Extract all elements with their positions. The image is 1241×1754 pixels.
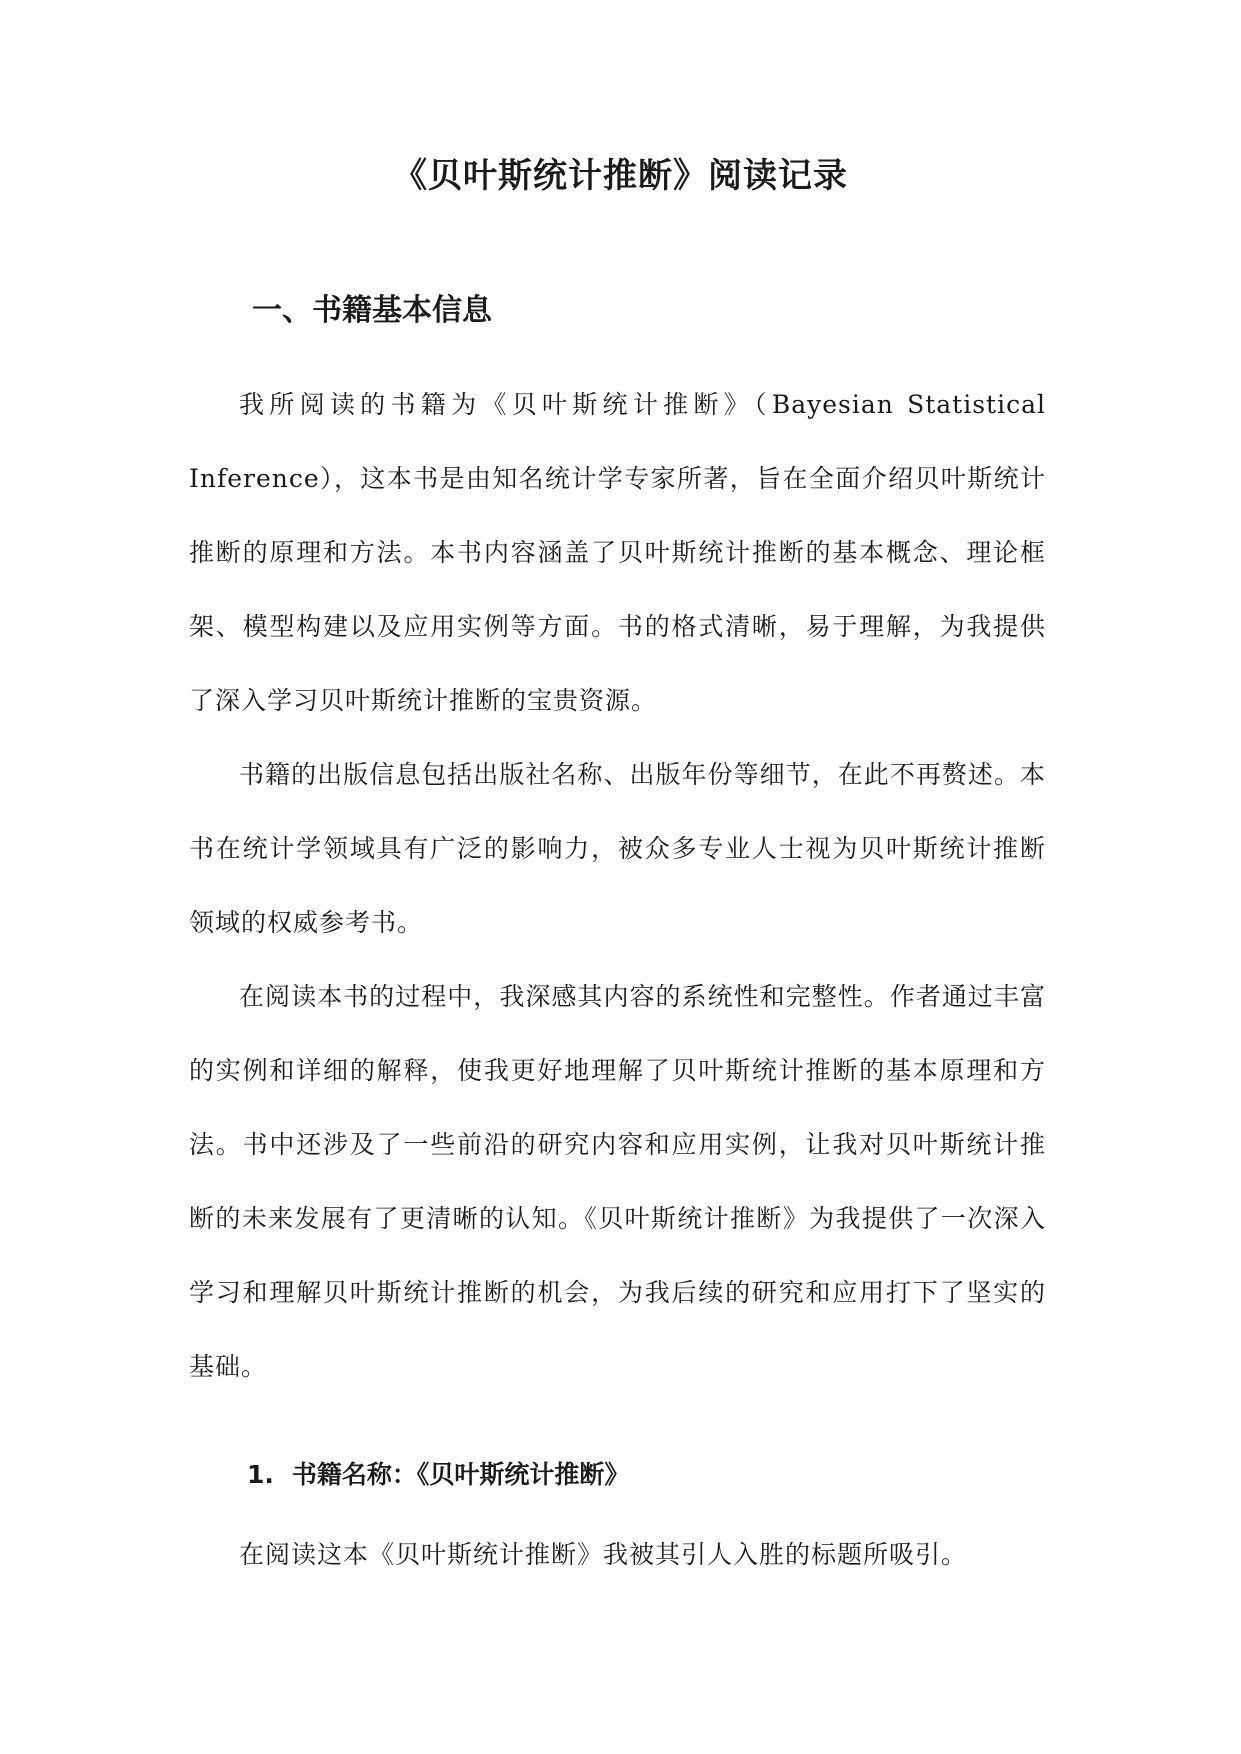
section-heading-basic-info: 一、书籍基本信息: [252, 293, 492, 328]
section-body: [189, 368, 1046, 1404]
subsection-number: 1.: [247, 1460, 274, 1489]
subsection-heading-text: 书籍名称：《贝叶斯统计推断》: [291, 1460, 630, 1489]
paragraph-book-intro: 我所阅读的书籍为《贝叶斯统计推断》（Bayesian Statistical Inference），这本书是由知名统计学专家所著，旨在全面介绍贝叶斯统计推断的原理和方法。本书内容涵盖了贝叶斯统计推断的基本概念、理论框架、模型构建以及应用实例等方面。书的格式清晰，易于理解，为我提供了深入学习贝叶斯统计推断的宝贵资源。: [189, 390, 1046, 715]
paragraph-book-title-note: 在阅读这本《贝叶斯统计推断》我被其引人入胜的标题所吸引。: [239, 1540, 968, 1569]
paragraph-publication-info: 书籍的出版信息包括出版社名称、出版年份等细节，在此不再赘述。本书在统计学领域具有广泛的影响力，被众多专业人士视为贝叶斯统计推断领域的权威参考书。: [189, 760, 1046, 937]
subsection-heading: [247, 1455, 629, 1491]
paragraph-reading-impressions: 在阅读本书的过程中，我深感其内容的系统性和完整性。作者通过丰富的实例和详细的解释，使我更好地理解了贝叶斯统计推断的基本原理和方法。书中还涉及了一些前沿的研究内容和应用实例，让我对贝叶斯统计推断的未来发展有了更清晰的认知。《贝叶斯统计推断》为我提供了一次深入学习和理解贝叶斯统计推断的机会，为我后续的研究和应用打下了坚实的基础。: [189, 982, 1046, 1381]
document-title: 《贝叶斯统计推断》阅读记录: [393, 156, 848, 196]
